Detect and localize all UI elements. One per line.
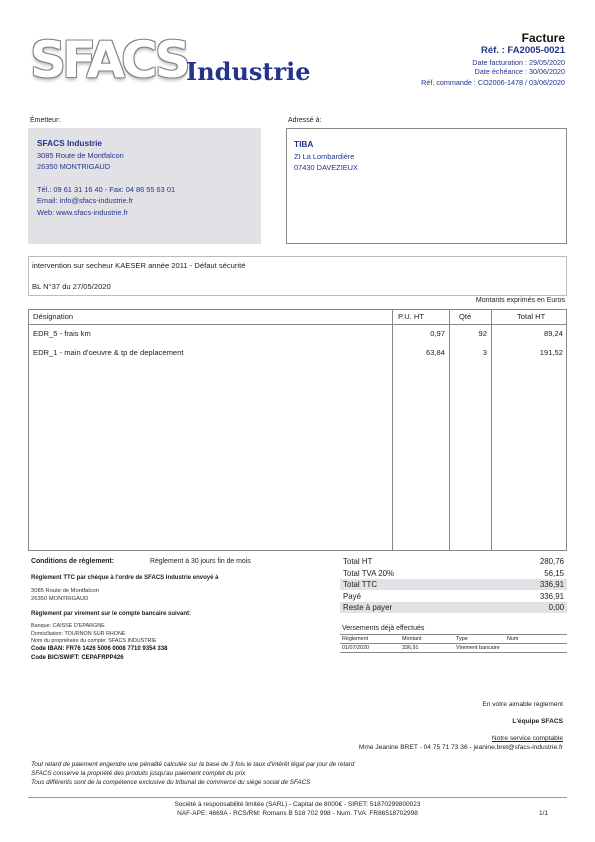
remaining-row (340, 602, 567, 613)
closing-line-1: En votre aimable règlement (482, 701, 563, 708)
payments-col-montant: Montant (402, 636, 422, 642)
payments-col-type: Type (456, 636, 468, 642)
row-2-total: 191,52 (539, 348, 563, 357)
recipient-box (286, 128, 567, 244)
payments-col-reglement: Règlement (342, 636, 369, 642)
company-logo (30, 32, 320, 88)
recipient-address-1: ZI La Lombardière (294, 151, 355, 161)
logo-brand: SFACS (30, 31, 187, 89)
sender-box (28, 128, 261, 244)
recipient-name: TIBA (294, 139, 314, 149)
payment-date: 01/07/2020 (342, 645, 369, 651)
footer-line-1: Société à responsabilité limitée (SARL) - Capital de 8000€ - SIRET: 51870299800023 (174, 801, 421, 808)
page-number: 1/1 (538, 810, 548, 817)
sender-phone: Tél.: 09 61 31 16 40 - Fax: 04 86 55 63 01 (37, 184, 176, 194)
cheque-address-1: 3085 Route de Montfalcon (31, 588, 100, 594)
paid-label: Payé (343, 591, 361, 601)
col-header-total: Total HT (517, 312, 546, 321)
closing-signature: L'équipe SFACS (512, 718, 563, 725)
total-tva-value: 56,15 (544, 568, 564, 578)
payment-conditions-label: Conditions de règlement: (31, 558, 115, 565)
total-ttc-label: Total TTC (343, 580, 378, 589)
remaining-value: 0,00 (548, 603, 564, 612)
invoice-reference: Réf. : FA2005-0021 (481, 45, 565, 56)
account-owner: Nom du propriétaire du compte: SFACS INDUSTRIE (31, 638, 157, 644)
payments-col-num: Num (507, 636, 519, 642)
invoice-date: Date facturation : 29/05/2020 (472, 58, 565, 67)
legal-line-1: Tout retard de paiement engendre une pénalité calculée sur la base de 3 fois le taux d'intérêt légal par jour de retard (31, 761, 355, 768)
recipient-label: Adressé à: (288, 117, 322, 124)
payments-title: Versements déjà effectués (342, 625, 425, 632)
currency-note: Montants exprimés en Euros (475, 297, 565, 304)
logo-industrie: Industrie (186, 57, 311, 86)
bank-name: Banque: CAISSE D'EPARGNE (31, 623, 105, 629)
bank-domiciliation: Domiciliation: TOURNON SUR RHONE (31, 631, 126, 637)
total-ttc-row (340, 579, 567, 590)
footer-divider (28, 797, 567, 798)
col-header-unit-price: P.U. HT (398, 312, 425, 321)
row-2-unit-price: 63,84 (425, 348, 445, 357)
col-header-quantity: Qté (459, 312, 472, 321)
sender-label: Émetteur: (30, 117, 61, 124)
row-1-designation: EDR_5 - frais km (33, 329, 91, 338)
invoice-note (28, 256, 567, 296)
total-ht-value: 280,76 (539, 557, 564, 566)
cheque-address-2: 26350 MONTRIGAUD (31, 596, 89, 602)
sender-address-1: 3085 Route de Montfalcon (37, 150, 124, 160)
total-ht-label: Total HT (343, 557, 373, 566)
col-header-designation: Désignation (33, 312, 74, 321)
recipient-address-2: 07430 DAVEZIEUX (294, 163, 358, 173)
row-2-designation: EDR_1 - main d'oeuvre & tp de deplacement (33, 348, 184, 357)
row-1-unit-price: 0,97 (430, 329, 445, 338)
payments-header (340, 634, 567, 644)
footer-line-2: NAF-APE: 4669A - RCS/RM: Romans B 518 702 998 - Num. TVA: FR86518702998 (177, 810, 418, 817)
iban: Code IBAN: FR76 1426 5006 0008 7710 9354 338 (31, 646, 168, 652)
note-line-2: BL N°37 du 27/05/2020 (32, 282, 111, 291)
total-ht-row (340, 556, 567, 567)
transfer-title: Règlement par virement sur le compte bancaire suivant: (31, 611, 192, 617)
legal-line-3: Tous différents sont de la compétence exclusive du tribunal de commerce du siège social de SFACS (31, 779, 311, 786)
total-tva-label: Total TVA 20% (343, 568, 395, 578)
row-1-quantity: 92 (478, 329, 487, 338)
due-date: Date échéance : 30/06/2020 (474, 67, 565, 76)
payments-row (340, 644, 567, 653)
sender-email: Email: info@sfacs-industrie.fr (37, 196, 134, 206)
payment-conditions-value: Règlement à 30 jours fin de mois (150, 558, 251, 565)
cheque-title: Règlement TTC par chèque à l'ordre de SFACS Industrie envoyé à (31, 575, 219, 581)
paid-row (340, 591, 567, 602)
total-ttc-value: 336,91 (539, 580, 564, 589)
sender-address-2: 26350 MONTRIGAUD (37, 162, 111, 172)
note-line-1: intervention sur secheur KAESER année 2011 - Défaut sécurité (32, 261, 246, 270)
paid-value: 336,91 (539, 591, 564, 601)
row-1-total: 89,24 (543, 329, 563, 338)
bic-swift: Code BIC/SWIFT: CEPAFRPP426 (31, 655, 124, 661)
order-reference: Réf. commande : CO2006-1478 / 03/06/2020 (421, 78, 565, 87)
remaining-label: Reste à payer (343, 603, 393, 612)
closing-contact: Mme Jeanine BRET - 04 75 71 73 36 - jeanine.bret@sfacs-industrie.fr (358, 744, 563, 751)
payment-amount: 336,91 (402, 645, 419, 651)
closing-department: Notre service comptable (491, 735, 563, 742)
payment-type: Virement bancaire (456, 645, 500, 651)
sender-name: SFACS Industrie (37, 138, 103, 148)
document-title: Facture (521, 31, 565, 45)
row-2-quantity: 3 (482, 348, 487, 357)
total-tva-row (340, 568, 567, 579)
legal-line-2: SFACS conserve la propriété des produits jusqu'au paiement complet du prix (31, 770, 246, 777)
sender-web: Web: www.sfacs-industrie.fr (37, 207, 129, 217)
line-items-table (28, 309, 567, 551)
